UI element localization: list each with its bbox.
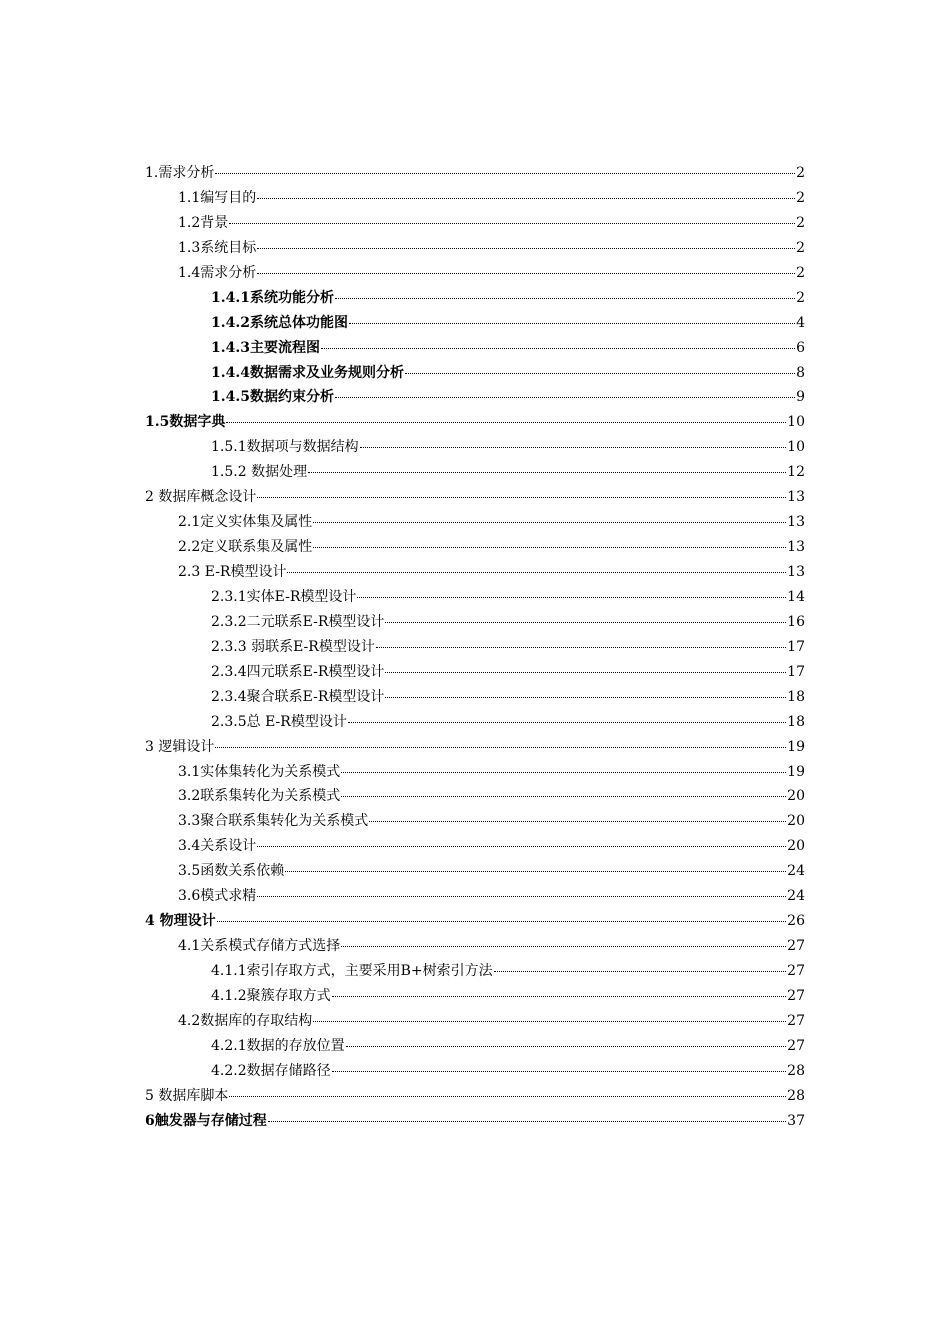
toc-entry-page: 37 bbox=[787, 1112, 805, 1129]
toc-entry-title: 3.4关系设计 bbox=[178, 838, 257, 855]
toc-entry[interactable] bbox=[145, 236, 805, 261]
toc-entry[interactable] bbox=[145, 760, 805, 785]
toc-entry[interactable] bbox=[145, 435, 805, 460]
toc-entry[interactable] bbox=[145, 186, 805, 211]
toc-entry-page: 28 bbox=[787, 1087, 805, 1104]
toc-dot-leader bbox=[341, 795, 786, 797]
toc-entry-title: 2.3 E-R模型设计 bbox=[178, 564, 287, 580]
toc-entry[interactable] bbox=[145, 361, 805, 386]
toc-entry-title: 4.1.1索引存取方式，主要采用B+树索引方法 bbox=[211, 963, 493, 979]
table-of-contents bbox=[145, 161, 805, 1134]
toc-entry-title: 4.1.2聚簇存取方式 bbox=[211, 987, 331, 1004]
toc-dot-leader bbox=[357, 596, 786, 598]
toc-entry-title: 1.4.3主要流程图 bbox=[211, 339, 320, 356]
toc-entry-title: 2.3.5总 E-R模型设计 bbox=[211, 713, 347, 730]
toc-entry[interactable] bbox=[145, 510, 805, 535]
toc-entry-title: 2 数据库概念设计 bbox=[145, 489, 257, 506]
toc-dot-leader bbox=[346, 1045, 787, 1047]
toc-dot-leader bbox=[332, 995, 787, 997]
toc-entry-page: 28 bbox=[787, 1062, 805, 1079]
toc-entry-page: 27 bbox=[787, 963, 805, 979]
toc-dot-leader bbox=[369, 820, 786, 822]
toc-entry[interactable] bbox=[145, 560, 805, 585]
toc-dot-leader bbox=[217, 920, 787, 922]
toc-entry[interactable] bbox=[145, 834, 805, 859]
toc-entry[interactable] bbox=[145, 1009, 805, 1034]
toc-entry-title: 1.5.1数据项与数据结构 bbox=[211, 439, 359, 456]
toc-entry[interactable] bbox=[145, 336, 805, 361]
toc-dot-leader bbox=[332, 1070, 787, 1072]
toc-entry-page: 19 bbox=[787, 763, 805, 780]
toc-entry-title: 5 数据库脚本 bbox=[145, 1087, 229, 1104]
toc-dot-leader bbox=[229, 1095, 786, 1097]
toc-entry[interactable] bbox=[145, 735, 805, 760]
toc-entry-title: 1.1编写目的 bbox=[178, 189, 257, 206]
toc-entry[interactable] bbox=[145, 1084, 805, 1109]
toc-entry-page: 26 bbox=[787, 913, 805, 930]
toc-dot-leader bbox=[385, 696, 786, 698]
toc-entry[interactable] bbox=[145, 460, 805, 485]
toc-dot-leader bbox=[215, 172, 795, 174]
toc-entry-page: 27 bbox=[787, 938, 805, 955]
toc-entry[interactable] bbox=[145, 884, 805, 909]
toc-entry-title: 4.2.2数据存储路径 bbox=[211, 1062, 331, 1079]
toc-entry[interactable] bbox=[145, 485, 805, 510]
toc-dot-leader bbox=[229, 222, 795, 224]
toc-entry[interactable] bbox=[145, 211, 805, 236]
toc-dot-leader bbox=[226, 421, 786, 423]
toc-entry-page: 10 bbox=[787, 439, 805, 456]
toc-entry-page: 17 bbox=[787, 638, 805, 655]
toc-entry[interactable] bbox=[145, 685, 805, 710]
toc-entry-page: 24 bbox=[787, 863, 805, 880]
toc-entry[interactable] bbox=[145, 535, 805, 560]
toc-entry-title: 1.4.1系统功能分析 bbox=[211, 289, 334, 306]
toc-entry[interactable] bbox=[145, 809, 805, 834]
toc-entry-page: 24 bbox=[787, 888, 805, 905]
toc-entry-page: 12 bbox=[787, 464, 805, 481]
toc-entry-title: 1.5数据字典 bbox=[145, 414, 226, 431]
toc-entry-title: 1.3系统目标 bbox=[178, 239, 257, 256]
toc-dot-leader bbox=[257, 272, 795, 274]
toc-entry-title: 4 物理设计 bbox=[145, 913, 216, 930]
toc-entry[interactable] bbox=[145, 660, 805, 685]
toc-entry[interactable] bbox=[145, 385, 805, 410]
toc-entry-title: 2.3.2二元联系E-R模型设计 bbox=[211, 613, 385, 630]
toc-entry[interactable] bbox=[145, 784, 805, 809]
toc-entry-page: 19 bbox=[787, 738, 805, 755]
toc-entry-title: 6触发器与存储过程 bbox=[145, 1112, 267, 1129]
toc-entry[interactable] bbox=[145, 635, 805, 660]
toc-dot-leader bbox=[308, 471, 786, 473]
toc-dot-leader bbox=[376, 646, 786, 648]
toc-entry-page: 13 bbox=[787, 564, 805, 580]
toc-dot-leader bbox=[321, 347, 795, 349]
toc-dot-leader bbox=[349, 322, 795, 324]
toc-dot-leader bbox=[360, 446, 787, 448]
toc-entry[interactable] bbox=[145, 585, 805, 610]
toc-entry-page: 2 bbox=[796, 189, 805, 206]
toc-entry[interactable] bbox=[145, 410, 805, 435]
toc-dot-leader bbox=[257, 197, 795, 199]
toc-dot-leader bbox=[341, 945, 786, 947]
toc-entry-page: 13 bbox=[787, 489, 805, 506]
toc-entry[interactable] bbox=[145, 909, 805, 934]
toc-dot-leader bbox=[257, 895, 786, 897]
toc-entry[interactable] bbox=[145, 1034, 805, 1059]
toc-dot-leader bbox=[287, 571, 786, 573]
toc-entry[interactable] bbox=[145, 1059, 805, 1084]
toc-entry-title: 3.1实体集转化为关系模式 bbox=[178, 763, 341, 780]
toc-entry[interactable] bbox=[145, 1109, 805, 1134]
toc-entry-title: 1.4.4数据需求及业务规则分析 bbox=[211, 364, 404, 381]
toc-entry[interactable] bbox=[145, 710, 805, 735]
toc-entry-page: 2 bbox=[796, 264, 805, 281]
toc-entry-page: 14 bbox=[787, 588, 805, 605]
toc-entry-page: 8 bbox=[796, 364, 805, 381]
toc-entry-title: 1.4.2系统总体功能图 bbox=[211, 314, 348, 331]
toc-entry-title: 3.2联系集转化为关系模式 bbox=[178, 788, 341, 805]
toc-entry-page: 20 bbox=[787, 838, 805, 855]
toc-entry-title: 3.3聚合联系集转化为关系模式 bbox=[178, 813, 369, 830]
toc-dot-leader bbox=[268, 1120, 786, 1122]
toc-dot-leader bbox=[257, 496, 786, 498]
toc-dot-leader bbox=[341, 771, 786, 773]
toc-entry-title: 2.3.1实体E-R模型设计 bbox=[211, 588, 357, 605]
toc-entry[interactable] bbox=[145, 859, 805, 884]
toc-dot-leader bbox=[257, 247, 795, 249]
toc-entry-page: 9 bbox=[796, 389, 805, 406]
toc-dot-leader bbox=[335, 297, 795, 299]
toc-entry-page: 6 bbox=[796, 339, 805, 356]
toc-entry-page: 27 bbox=[787, 1037, 805, 1054]
toc-entry-page: 27 bbox=[787, 987, 805, 1004]
toc-entry-title: 4.2数据库的存取结构 bbox=[178, 1012, 313, 1029]
toc-entry[interactable] bbox=[145, 261, 805, 286]
toc-entry-title: 2.3.4四元联系E-R模型设计 bbox=[211, 663, 385, 680]
toc-entry-page: 17 bbox=[787, 663, 805, 680]
toc-dot-leader bbox=[335, 396, 795, 398]
toc-entry-page: 2 bbox=[796, 165, 805, 181]
toc-entry-title: 1.2背景 bbox=[178, 214, 229, 231]
toc-entry-page: 2 bbox=[796, 239, 805, 256]
toc-entry-title: 3.6模式求精 bbox=[178, 888, 257, 905]
toc-entry-title: 1.5.2 数据处理 bbox=[211, 464, 308, 481]
toc-dot-leader bbox=[385, 621, 786, 623]
toc-entry-title: 3 逻辑设计 bbox=[145, 738, 215, 755]
toc-entry-page: 2 bbox=[796, 289, 805, 306]
toc-entry[interactable] bbox=[145, 161, 805, 186]
toc-entry-page: 20 bbox=[787, 813, 805, 830]
toc-entry-page: 27 bbox=[787, 1012, 805, 1029]
toc-entry[interactable] bbox=[145, 934, 805, 959]
toc-entry-title: 1.需求分析 bbox=[145, 165, 215, 181]
toc-dot-leader bbox=[405, 372, 795, 374]
toc-entry[interactable] bbox=[145, 610, 805, 635]
toc-entry-title: 2.3.3 弱联系E-R模型设计 bbox=[211, 638, 375, 655]
toc-entry-title: 2.2定义联系集及属性 bbox=[178, 539, 313, 556]
toc-entry-page: 13 bbox=[787, 539, 805, 556]
toc-entry-title: 4.2.1数据的存放位置 bbox=[211, 1037, 345, 1054]
toc-entry[interactable] bbox=[145, 984, 805, 1009]
toc-entry-page: 13 bbox=[787, 514, 805, 531]
toc-entry-page: 18 bbox=[787, 713, 805, 730]
toc-dot-leader bbox=[348, 721, 786, 723]
toc-entry[interactable] bbox=[145, 286, 805, 311]
toc-dot-leader bbox=[313, 1020, 786, 1022]
toc-entry[interactable] bbox=[145, 311, 805, 336]
toc-entry-title: 4.1关系模式存储方式选择 bbox=[178, 938, 341, 955]
toc-entry-page: 2 bbox=[796, 214, 805, 231]
toc-dot-leader bbox=[313, 546, 786, 548]
toc-entry-page: 4 bbox=[796, 314, 805, 331]
toc-dot-leader bbox=[285, 870, 786, 872]
toc-entry-page: 16 bbox=[787, 613, 805, 630]
toc-entry-title: 2.3.4聚合联系E-R模型设计 bbox=[211, 688, 385, 705]
toc-entry-title: 1.4.5数据约束分析 bbox=[211, 389, 334, 406]
toc-entry-page: 18 bbox=[787, 688, 805, 705]
toc-entry-title: 1.4需求分析 bbox=[178, 264, 257, 281]
toc-dot-leader bbox=[494, 970, 787, 972]
toc-entry-page: 10 bbox=[787, 414, 805, 431]
toc-entry[interactable] bbox=[145, 959, 805, 984]
toc-dot-leader bbox=[215, 746, 786, 748]
toc-entry-page: 20 bbox=[787, 788, 805, 805]
toc-entry-title: 2.1定义实体集及属性 bbox=[178, 514, 313, 531]
toc-dot-leader bbox=[257, 845, 786, 847]
toc-dot-leader bbox=[385, 671, 786, 673]
toc-dot-leader bbox=[313, 521, 786, 523]
toc-entry-title: 3.5函数关系依赖 bbox=[178, 863, 285, 880]
